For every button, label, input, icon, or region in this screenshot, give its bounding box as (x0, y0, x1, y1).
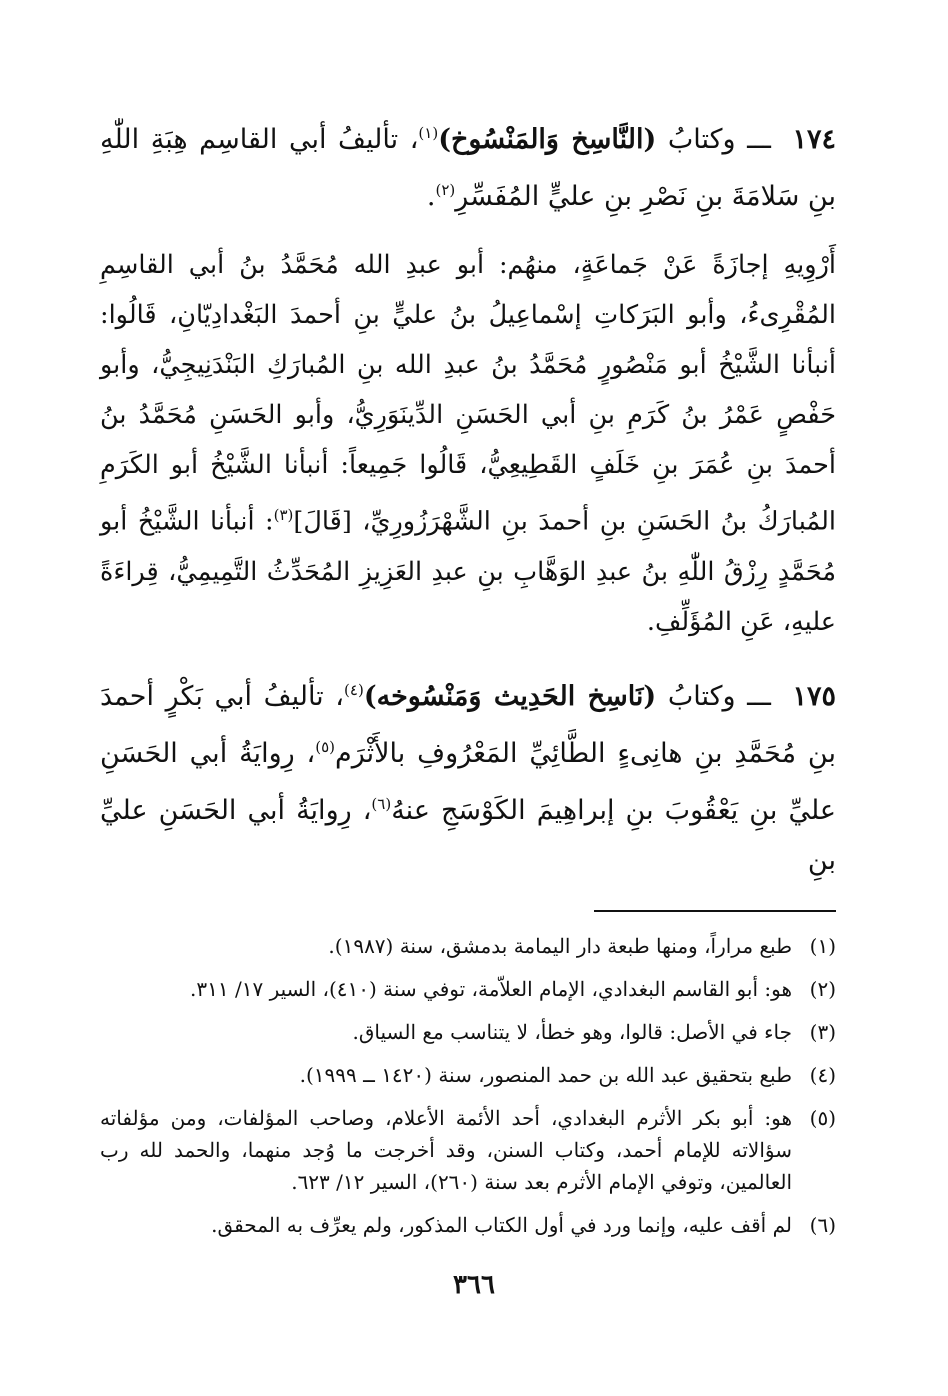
footnote-number: (٦) (809, 1212, 836, 1237)
entry-intro: وكتابُ (667, 124, 736, 155)
chain-paragraph (100, 240, 836, 647)
paragraph-text-cont: : أنبأنا الشَّيْخُ أبو مُحَمَّدٍ رِزْقُ اللّٰهِ بنُ عبدِ الوَهَّابِ بنِ عبدِ العَزِيزِ المُحَدِّثُ التَّمِيمِيُّ، قِراءَةً عليهِ، عَنِ المُؤَلِّفِ. (100, 506, 836, 637)
book-title: (نَاسِخ الحَدِيث وَمَنْسُوخه) (363, 680, 657, 712)
footnote-item (100, 1016, 836, 1048)
footnote-item (100, 1059, 836, 1091)
footnote-marker: (١) (418, 124, 439, 142)
footnote-item (100, 1102, 836, 1198)
footnote-number: (١) (809, 933, 836, 958)
entry-text-3: ، رِوايَةُ أبي الحَسَنِ عليِّ بنِ (100, 794, 836, 876)
footnote-item (100, 930, 836, 962)
footnote-separator (594, 910, 836, 912)
entry-intro: وكتابُ (667, 680, 736, 712)
footnote-marker: (٥) (315, 737, 336, 756)
entry-dash: ـــ (747, 124, 771, 155)
footnote-marker: (٤) (344, 680, 364, 699)
entry-text: ، تأليفُ أبي القاسِم هِبَةِ اللّٰهِ بنِ سَلامَةَ بنِ نَصْرِ بنِ عليٍّ المُفَسِّرِ (100, 124, 836, 212)
entry-174 (100, 108, 836, 222)
footnote-item (100, 1209, 836, 1241)
entry-text-2: ، رِوايَةُ أبي الحَسَنِ عليِّ بنِ يَعْقُوبَ بنِ إبراهِيمَ الكَوْسَجِ عنهُ (100, 737, 836, 826)
footnote-number: (٣) (809, 1019, 836, 1044)
footnote-item (100, 973, 836, 1005)
entry-175 (100, 665, 836, 886)
entry-end: . (426, 181, 436, 212)
entry-number: ١٧٥ (792, 680, 836, 712)
footnote-marker: (٦) (371, 794, 392, 813)
footnote-number: (٤) (809, 1062, 836, 1087)
footnote-text: هو: أبو بكر الأثرم البغدادي، أحد الأئمة الأعلام، وصاحب المؤلفات، ومن مؤلفاته سؤالاته للإمام أحمد، وكتاب السنن، وقد أخرجت ما وُجد منهما، والحمد لله رب العالمين، وتوفي الإمام الأثرم بعد سنة (٢٦٠)، السير ١٢/ ٦٢٣. (100, 1105, 792, 1194)
entry-text: ، تأليفُ أبي بَكْرٍ أحمدَ بنِ مُحَمَّدِ بنِ هانِىءٍ الطَّائِيِّ المَعْرُوفِ بالأَثْرَم (100, 680, 836, 769)
footnote-number: (٢) (809, 976, 836, 1001)
page-content (100, 108, 836, 1252)
footnotes (100, 930, 836, 1241)
footnote-number: (٥) (809, 1105, 836, 1130)
footnote-text: هو: أبو القاسم البغدادي، الإمام العلاّمة، توفي سنة (٤١٠)، السير ١٧/ ٣١١. (190, 976, 792, 1001)
footnote-text: طبع بتحقيق عبد الله بن حمد المنصور، سنة (١٤٢٠ ــ ١٩٩٩). (299, 1062, 792, 1087)
book-title: (النَّاسِخ وَالمَنْسُوخ) (438, 124, 657, 155)
page-number: ٣٦٦ (453, 1270, 495, 1300)
footnote-text: جاء في الأصل: قالوا، وهو خطأ، لا يتناسب مع السياق. (352, 1019, 792, 1044)
paragraph-text: أَرْوِيهِ إجازَةً عَنْ جَماعَةٍ، منهُم: أبو عبدِ الله مُحَمَّدُ بنُ أبي القاسِمِ المُقْرِىءُ، وأبو البَرَكاتِ إسْماعِيلُ بنُ عليٍّ بنِ أحمدَ البَغْدادِيّانِ، قَالُوا: أنبأنا الشَّيْخُ أبو مَنْصُورٍ مُحَمَّدُ بنُ عبدِ الله بنِ المُبارَكِ البَنْدَنِيجِيُّ، وأبو حَفْصٍ عَمْرُ بنُ كَرَمِ بنِ أبي الحَسَنِ الدِّينَوَرِيُّ، وأبو الحَسَنِ مُحَمَّدُ بنُ أحمدَ بنِ عُمَرَ بنِ خَلَفٍ القَطِيعِيُّ، قَالُوا جَمِيعاً: أنبأنا الشَّيْخُ أبو الكَرَمِ المُبارَكُ بنُ الحَسَنِ بنِ أحمدَ بنِ الشَّهْرَزُورِيِّ، [قَالَ] (100, 250, 836, 537)
entry-number: ١٧٤ (792, 124, 837, 155)
entry-dash: ـــ (747, 680, 771, 712)
footnote-marker: (٣) (273, 506, 294, 524)
footnote-marker: (٢) (435, 181, 456, 199)
footnote-text: طبع مراراً، ومنها طبعة دار اليمامة بدمشق، سنة (١٩٨٧). (328, 933, 792, 958)
footnote-text: لم أقف عليه، وإنما ورد في أول الكتاب المذكور، ولم يعرِّف به المحقق. (211, 1212, 792, 1237)
